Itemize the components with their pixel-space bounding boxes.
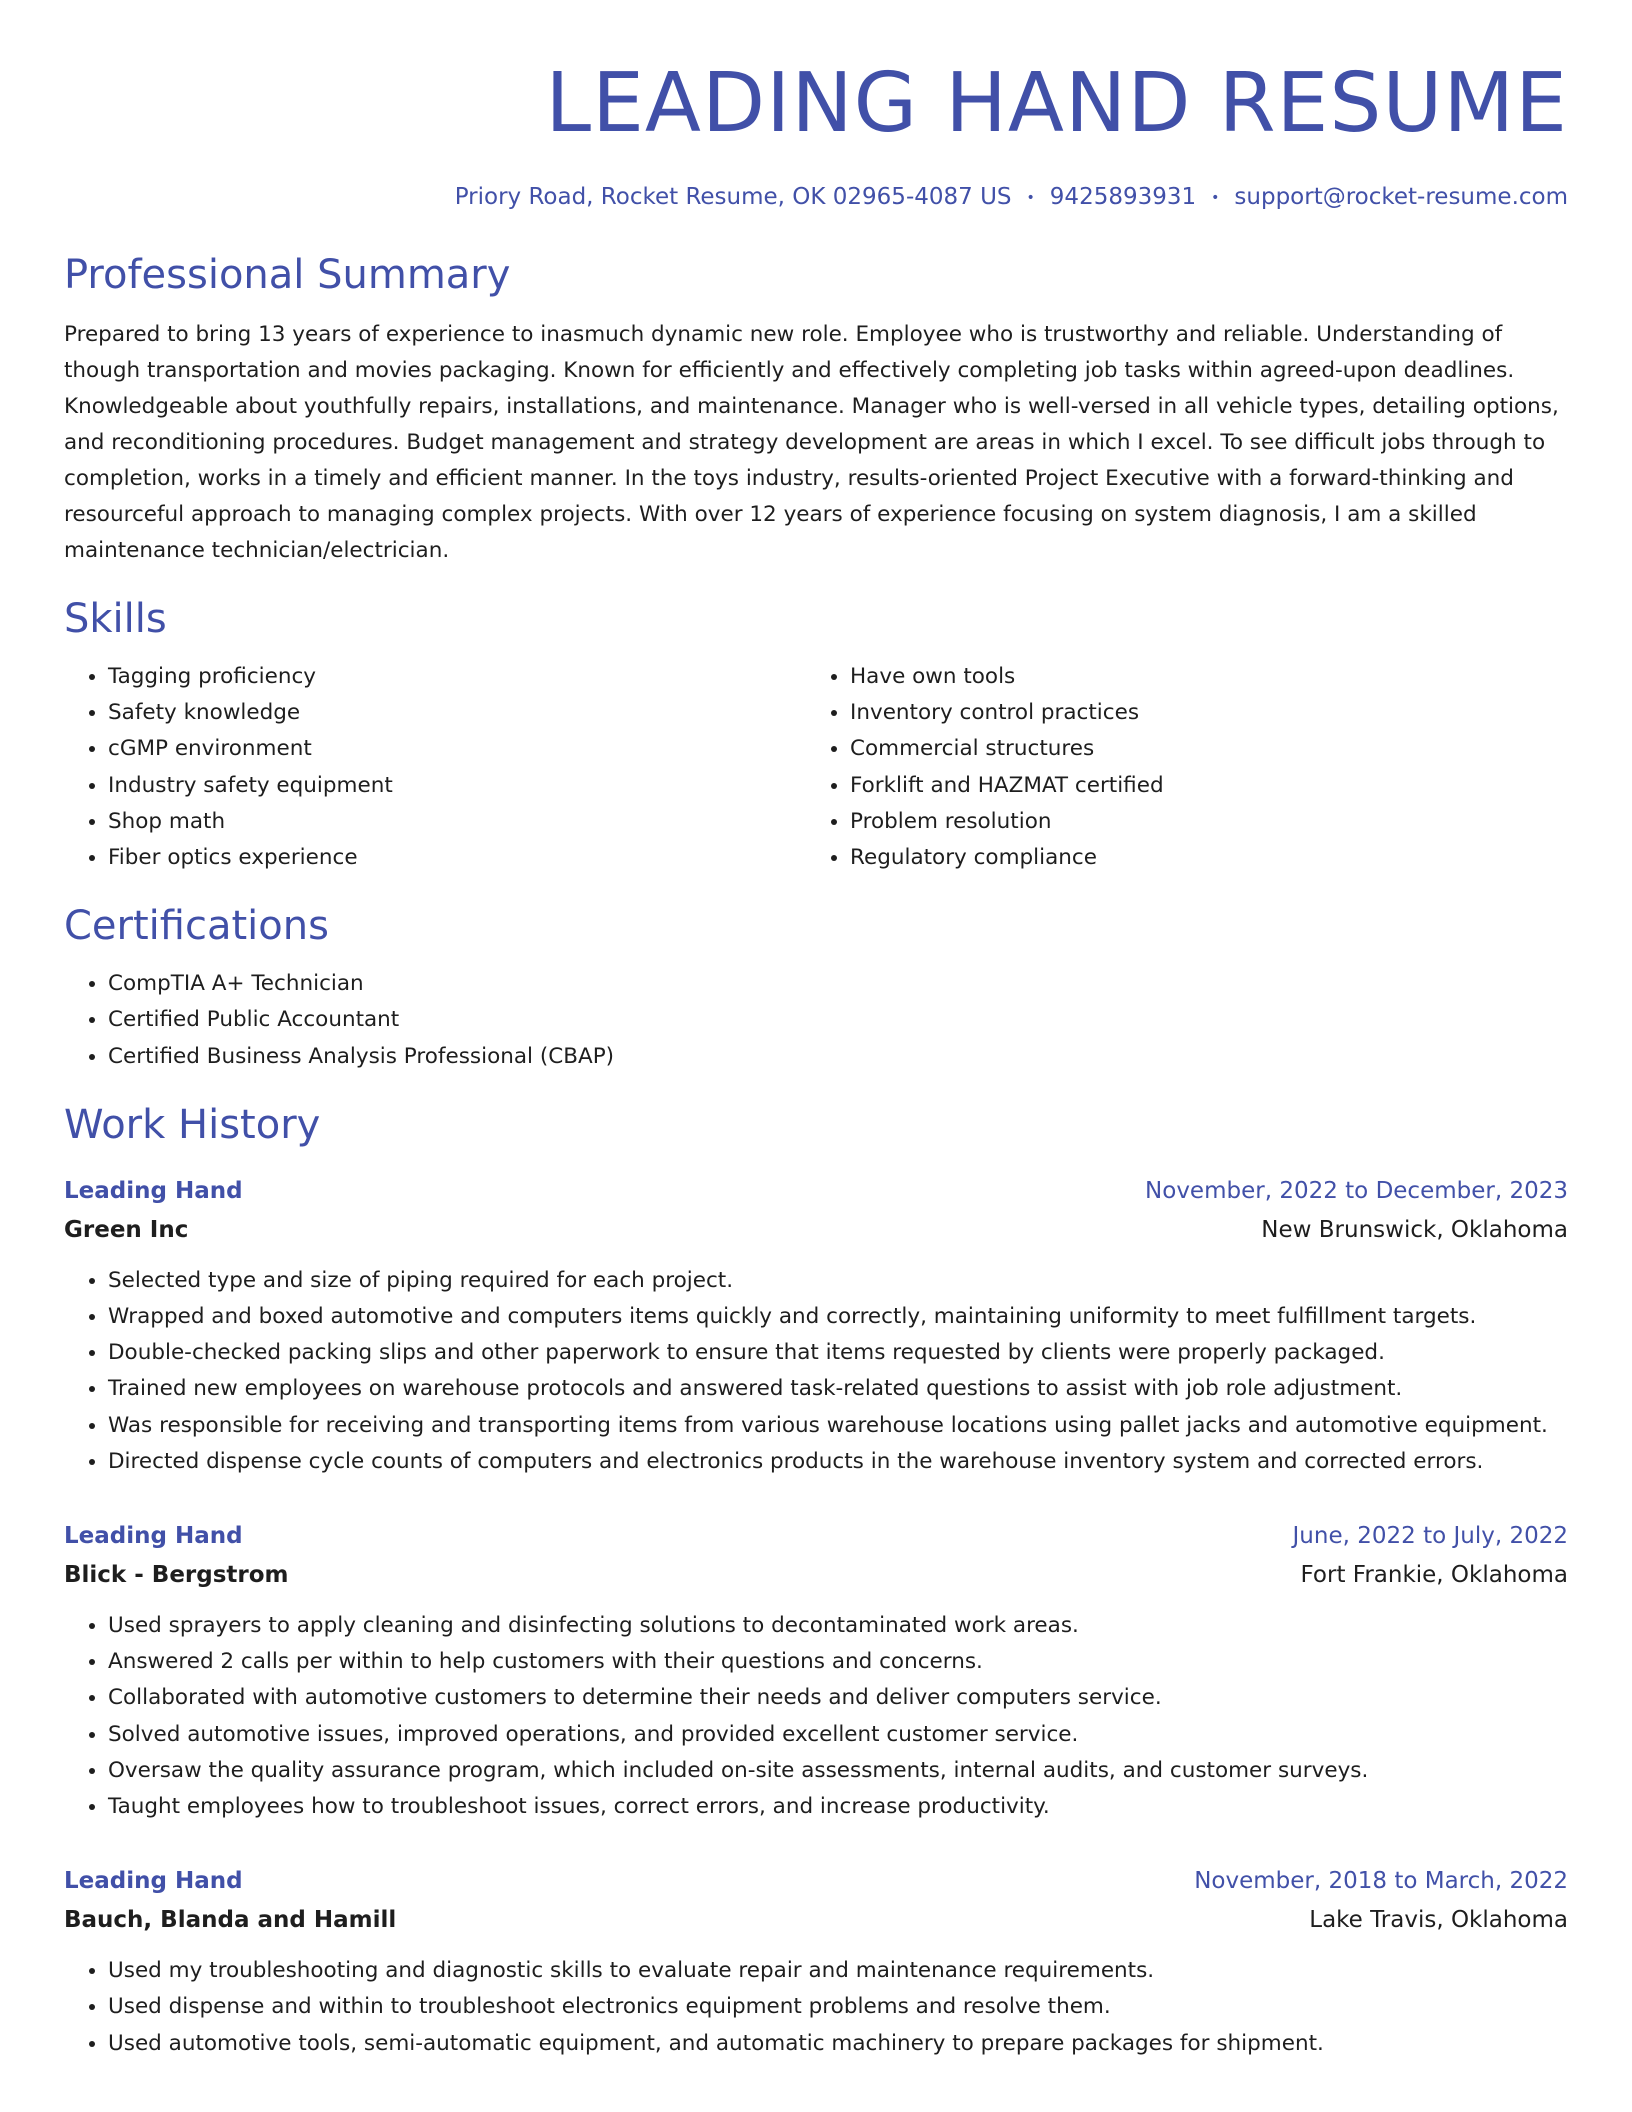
job-dates: June, 2022 to July, 2022	[1292, 1523, 1568, 1550]
skill-item: • Forklift and HAZMAT certified	[850, 768, 1548, 804]
skill-item: • Fiber optics experience	[108, 840, 806, 876]
job-bullet: • Used sprayers to apply cleaning and disinfecting solutions to decontaminated work areas.	[108, 1608, 1568, 1644]
certification-item: • CompTIA A+ Technician	[108, 966, 1568, 1002]
contact-phone: 9425893931	[1049, 184, 1197, 210]
job-bullet: • Selected type and size of piping required for each project.	[108, 1263, 1568, 1299]
skill-item: • Safety knowledge	[108, 695, 806, 731]
job-title: Leading Hand	[64, 1177, 243, 1204]
summary-heading: Professional Summary	[64, 252, 511, 298]
contact-address: Priory Road, Rocket Resume, OK 02965-4087 US	[454, 184, 1012, 210]
work-history-section	[64, 1101, 1568, 2062]
job-header-row	[64, 1171, 1568, 1211]
job-bullet: • Taught employees how to troubleshoot issues, correct errors, and increase productivity.	[108, 1789, 1568, 1825]
skill-item: • cGMP environment	[108, 731, 806, 767]
job-bullet: • Collaborated with automotive customers to determine their needs and deliver computers service.	[108, 1680, 1568, 1716]
certification-item: • Certified Public Accountant	[108, 1002, 1568, 1038]
skill-item: • Commercial structures	[850, 731, 1548, 767]
contact-separator: •	[1211, 190, 1220, 206]
certification-item: • Certified Business Analysis Professional (CBAP)	[108, 1039, 1568, 1075]
job-location: Fort Frankie, Oklahoma	[1300, 1562, 1568, 1589]
professional-summary-section	[64, 251, 1568, 569]
job-entry	[64, 1171, 1568, 1480]
job-bullet: • Used automotive tools, semi-automatic equipment, and automatic machinery to prepare packages for shipment.	[108, 2026, 1568, 2062]
skill-item: • Have own tools	[850, 659, 1548, 695]
job-company-row	[64, 1901, 1568, 1939]
job-bullets	[64, 1608, 1568, 1825]
job-bullet: • Oversaw the quality assurance program, which included on-site assessments, internal audits, and customer surveys.	[108, 1753, 1568, 1789]
skills-grid	[64, 659, 1568, 876]
job-bullet: • Trained new employees on warehouse protocols and answered task-related questions to assist with job role adjustment.	[108, 1371, 1568, 1407]
skill-item: • Industry safety equipment	[108, 768, 806, 804]
skills-column-left	[64, 659, 806, 876]
job-bullet: • Wrapped and boxed automotive and computers items quickly and correctly, maintaining uniformity to meet fulfillment targets.	[108, 1299, 1568, 1335]
job-company-row	[64, 1211, 1568, 1249]
summary-text: Prepared to bring 13 years of experience to inasmuch dynamic new role. Employee who is trustworthy and reliable. Understanding of though transportation and movies packaging. Known for efficiently and effectively completing job tasks within agreed-upon deadlines. Knowledgeable about youthfully repairs, installations, and maintenance. Manager who is well-versed in all vehicle types, detailing options, and reconditioning procedures. Budget management and strategy development are areas in which I excel. To see difficult jobs through to completion, works in a timely and efficient manner. In the toys industry, results-oriented Project Executive with a forward-thinking and resourceful approach to managing complex projects. With over 12 years of experience focusing on system diagnosis, I am a skilled maintenance technician/electrician.	[64, 322, 1559, 563]
job-company-row	[64, 1556, 1568, 1594]
contact-separator: •	[1026, 190, 1035, 206]
job-location: New Brunswick, Oklahoma	[1261, 1216, 1568, 1243]
skills-list-right	[806, 659, 1548, 876]
skill-item: • Inventory control practices	[850, 695, 1548, 731]
skill-item: • Problem resolution	[850, 804, 1548, 840]
job-bullet: • Solved automotive issues, improved operations, and provided excellent customer service.	[108, 1717, 1568, 1753]
job-bullet: • Double-checked packing slips and other paperwork to ensure that items requested by clients were properly packaged.	[108, 1335, 1568, 1371]
job-company: Green Inc	[64, 1216, 189, 1243]
skill-item: • Tagging proficiency	[108, 659, 806, 695]
job-bullets	[64, 1263, 1568, 1480]
job-header-row	[64, 1516, 1568, 1556]
job-title: Leading Hand	[64, 1868, 243, 1895]
job-entry	[64, 1861, 1568, 2062]
certifications-list	[64, 966, 1568, 1075]
job-bullet: • Used my troubleshooting and diagnostic skills to evaluate repair and maintenance requirements.	[108, 1953, 1568, 1989]
contact-line	[64, 182, 1568, 213]
job-location: Lake Travis, Oklahoma	[1309, 1907, 1568, 1934]
skills-section	[64, 595, 1568, 876]
job-bullet: • Answered 2 calls per within to help customers with their questions and concerns.	[108, 1644, 1568, 1680]
skill-item: • Shop math	[108, 804, 806, 840]
job-title: Leading Hand	[64, 1523, 243, 1550]
job-dates: November, 2018 to March, 2022	[1194, 1868, 1568, 1895]
job-bullet: • Was responsible for receiving and transporting items from various warehouse locations using pallet jacks and automotive equipment.	[108, 1408, 1568, 1444]
resume-title: LEADING HAND RESUME	[545, 56, 1568, 151]
certifications-heading: Certifications	[64, 903, 329, 950]
job-dates: November, 2022 to December, 2023	[1145, 1177, 1568, 1204]
resume-page	[64, 0, 1568, 2062]
job-company: Blick - Bergstrom	[64, 1562, 289, 1589]
skills-list-left	[64, 659, 806, 876]
job-company: Bauch, Blanda and Hamill	[64, 1907, 397, 1934]
job-header-row	[64, 1861, 1568, 1901]
skills-column-right	[806, 659, 1548, 876]
job-bullets	[64, 1953, 1568, 2062]
skill-item: • Regulatory compliance	[850, 840, 1548, 876]
contact-email: support@rocket-resume.com	[1234, 184, 1568, 210]
job-bullet: • Directed dispense cycle counts of computers and electronics products in the warehouse inventory system and corrected errors.	[108, 1444, 1568, 1480]
job-bullet: • Used dispense and within to troubleshoot electronics equipment problems and resolve them.	[108, 1989, 1568, 2025]
certifications-section	[64, 902, 1568, 1075]
work-history-heading: Work History	[64, 1101, 321, 1148]
skills-heading: Skills	[64, 596, 167, 642]
job-entry	[64, 1516, 1568, 1825]
